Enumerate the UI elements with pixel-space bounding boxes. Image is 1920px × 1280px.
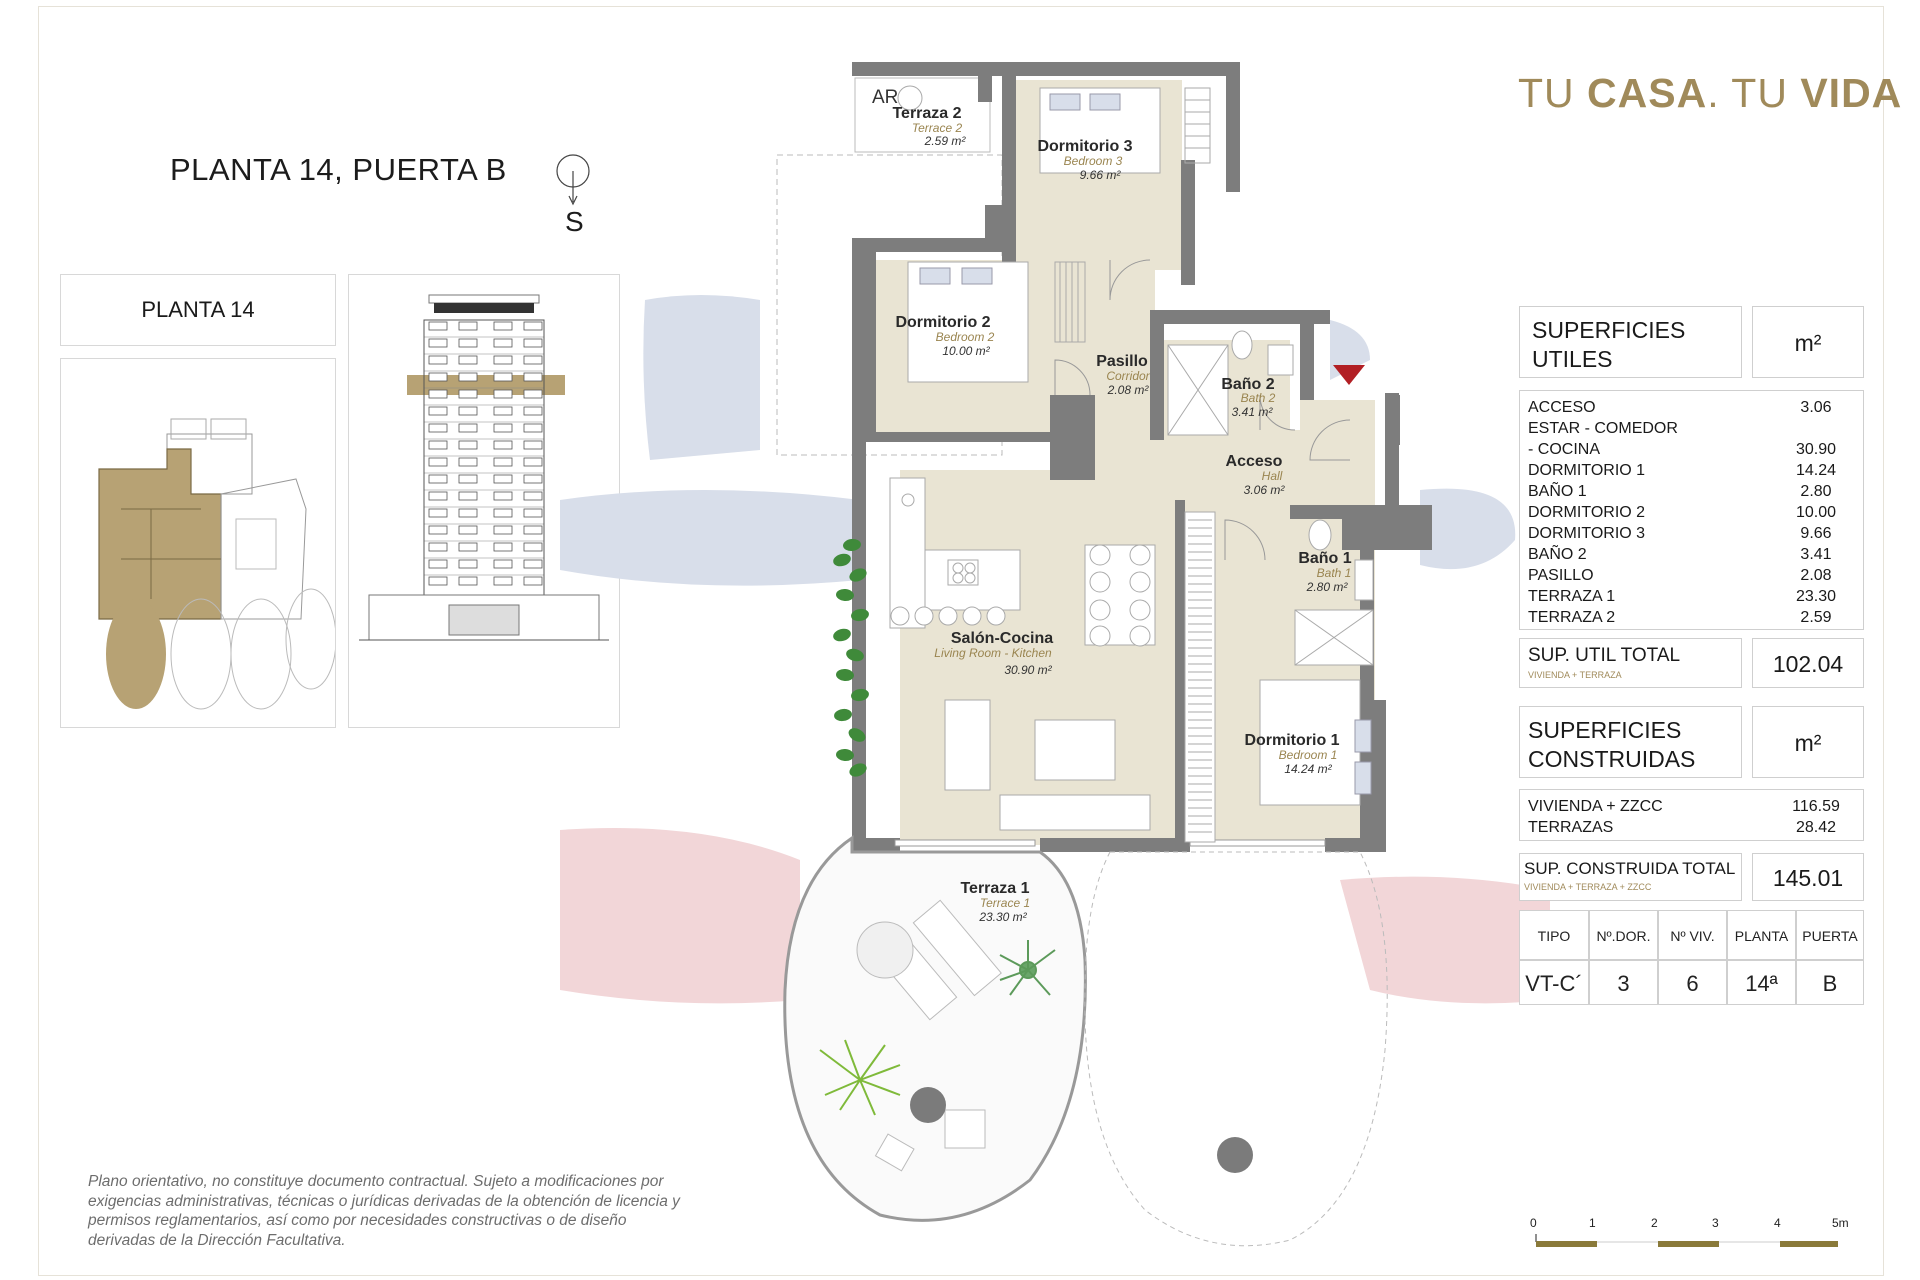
room-area: 2.08 m² [1107,383,1149,397]
sup-construida-total-sub: VIVIENDA + TERRAZA + ZZCC [1524,882,1652,892]
brand-logo: TU CASA. TU VIDA [1518,70,1903,116]
scale-label: 0 [1530,1216,1537,1230]
area-row-value: 14.24 [1795,462,1837,479]
sup-construida-total [1519,853,1742,901]
room-english: Bedroom 2 [935,330,995,344]
area-row-label: TERRAZA 1 [1528,588,1616,605]
plant-leaf [836,588,855,602]
room-area: 3.06 m² [1243,483,1285,497]
legal-disclaimer: Plano orientativo, no constituye documento contractual. Sujeto a modificaciones por exigencias administrativas, técnicas o jurídicas derivadas de la obtención de licencia y permisos reglamentarios, así como por necesidades constructivas o de diseño derivadas de la Dirección Facultativa. [88,1173,680,1249]
keyplan-floor-box [60,358,336,728]
area-row [1528,817,1855,838]
area-row-label: ACCESO [1528,399,1596,416]
area-row [1528,796,1855,817]
room-name: Terraza 2 [892,105,962,122]
room-english: Living Room - Kitchen [934,646,1052,660]
superficies-utiles-table [1519,390,1864,630]
scale-bar [1530,1212,1850,1252]
plant-leaf [833,708,853,723]
room-area: 2.59 m² [924,134,966,148]
area-row-value [1777,418,1855,439]
background-wash-pink [560,828,800,1003]
scale-label: 1 [1589,1216,1596,1230]
ar-label: AR [872,87,899,108]
neighbor-pillar [1217,1137,1253,1173]
area-row [1528,481,1855,502]
area-row-value: 9.66 [1800,525,1832,542]
room-english: Bath 2 [1240,391,1276,405]
area-row-value: 2.08 [1800,567,1832,584]
superficies-utiles-unit: m² [1752,306,1864,378]
superficies-utiles-title-1: SUPERFICIES [1532,317,1686,343]
area-row-value: 3.41 [1800,546,1832,563]
area-row [1528,586,1855,607]
scale-bar-graphic [1530,1212,1850,1252]
sup-construida-total-label: SUP. CONSTRUIDA TOTAL [1524,859,1736,878]
room-area: 9.66 m² [1079,168,1121,182]
meta-value: B [1796,960,1864,1005]
area-row-label: - COCINA [1528,441,1600,458]
area-row-value: 23.30 [1795,588,1837,605]
area-row-label: PASILLO [1528,567,1594,584]
area-row-label: DORMITORIO 1 [1528,462,1646,479]
area-row-label: TERRAZA 2 [1528,609,1616,626]
room-name: Dormitorio 1 [1244,732,1340,749]
area-row [1528,523,1855,544]
keyplan-label-box [60,274,336,346]
room-name: Dormitorio 2 [895,314,991,331]
area-row-value: 2.80 [1800,483,1832,500]
room-area: 14.24 m² [1284,762,1332,776]
area-row-label: DORMITORIO 3 [1528,525,1646,542]
room-name: Baño 2 [1221,376,1275,393]
keyplan-floor-drawing [61,359,335,727]
room-name: Terraza 1 [960,880,1030,897]
terrace-1-outline [785,838,1086,1220]
area-row-label: DORMITORIO 2 [1528,504,1646,521]
area-row [1528,460,1855,481]
sup-util-total-label: SUP. UTIL TOTAL [1528,645,1681,666]
scale-label: 2 [1651,1216,1658,1230]
room-area: 2.80 m² [1306,580,1348,594]
sup-construida-total-value: 145.01 [1752,853,1864,901]
area-row-label: TERRAZAS [1528,819,1614,836]
area-row-value: 2.59 [1800,609,1832,626]
area-row-label: VIVIENDA + ZZCC [1528,798,1663,815]
area-row [1528,439,1855,460]
room-english: Terrace 1 [979,896,1031,910]
plant-leaf [836,668,855,682]
floor-plan [560,55,1550,1260]
area-row [1528,502,1855,523]
room-name: Baño 1 [1298,550,1352,567]
scale-label: 4 [1774,1216,1781,1230]
area-row [1528,565,1855,586]
sup-util-total-sub: VIVIENDA + TERRAZA [1528,670,1622,680]
meta-header: Nº.DOR. [1589,910,1658,960]
background-wash-blue [643,295,760,460]
superficies-construidas-title-2: CONSTRUIDAS [1528,746,1696,772]
plant-leaf [836,748,855,762]
area-row-label: ESTAR - COMEDOR [1528,420,1678,437]
room-english: Bedroom 3 [1063,154,1123,168]
area-row [1528,418,1855,439]
superficies-utiles-header [1519,306,1742,378]
room-name: Dormitorio 3 [1037,138,1133,155]
area-row [1528,397,1855,418]
scale-label: 3 [1712,1216,1719,1230]
terrace-pillar [910,1087,946,1123]
room-area: 30.90 m² [1004,663,1052,677]
keyplan-label: PLANTA 14 [141,297,255,322]
scale-label: 5m [1832,1216,1849,1230]
room-english: Terrace 2 [911,121,963,135]
room-english: Bedroom 1 [1278,748,1338,762]
north-letter: S [565,206,584,237]
meta-header: PUERTA [1796,910,1864,960]
area-row-value: 28.42 [1795,819,1837,836]
room-english: Corridor [1106,369,1150,383]
superficies-utiles-title-2: UTILES [1532,346,1613,372]
meta-header: PLANTA [1727,910,1796,960]
room-name: Salón-Cocina [950,630,1054,647]
plant-leaf [832,627,853,643]
room-area: 23.30 m² [979,910,1027,924]
superficies-construidas-unit: m² [1752,706,1864,778]
room-name: Pasillo [1096,353,1148,370]
area-row-value: 10.00 [1795,504,1837,521]
area-row [1528,607,1855,628]
room-name: Acceso [1225,453,1283,470]
area-row-label: BAÑO 2 [1528,546,1587,563]
unit-meta-table [1519,910,1864,1005]
dining-table [1085,545,1155,646]
room-english: Bath 1 [1316,566,1352,580]
meta-value: VT-C´ [1519,960,1589,1005]
neighbor-terrace-outline [1085,852,1387,1246]
plan-title: PLANTA 14, PUERTA B [170,152,507,187]
sup-util-total-value: 102.04 [1752,638,1864,688]
area-row-value: 3.06 [1800,399,1832,416]
roof [434,303,534,313]
area-row-value: 116.59 [1792,798,1840,815]
superficies-construidas-header [1519,706,1742,778]
area-row-label: BAÑO 1 [1528,483,1587,500]
area-row-value: 30.90 [1795,441,1837,458]
meta-value: 6 [1658,960,1727,1005]
room-english: Hall [1261,469,1283,483]
superficies-construidas-title-1: SUPERFICIES [1528,717,1682,743]
room-area: 3.41 m² [1231,405,1273,419]
meta-header: Nº VIV. [1658,910,1727,960]
sup-util-total [1519,638,1742,688]
area-row [1528,544,1855,565]
superficies-construidas-table [1519,789,1864,841]
meta-value: 14ª [1727,960,1796,1005]
meta-header: TIPO [1519,910,1589,960]
meta-value: 3 [1589,960,1658,1005]
room-area: 10.00 m² [942,344,990,358]
